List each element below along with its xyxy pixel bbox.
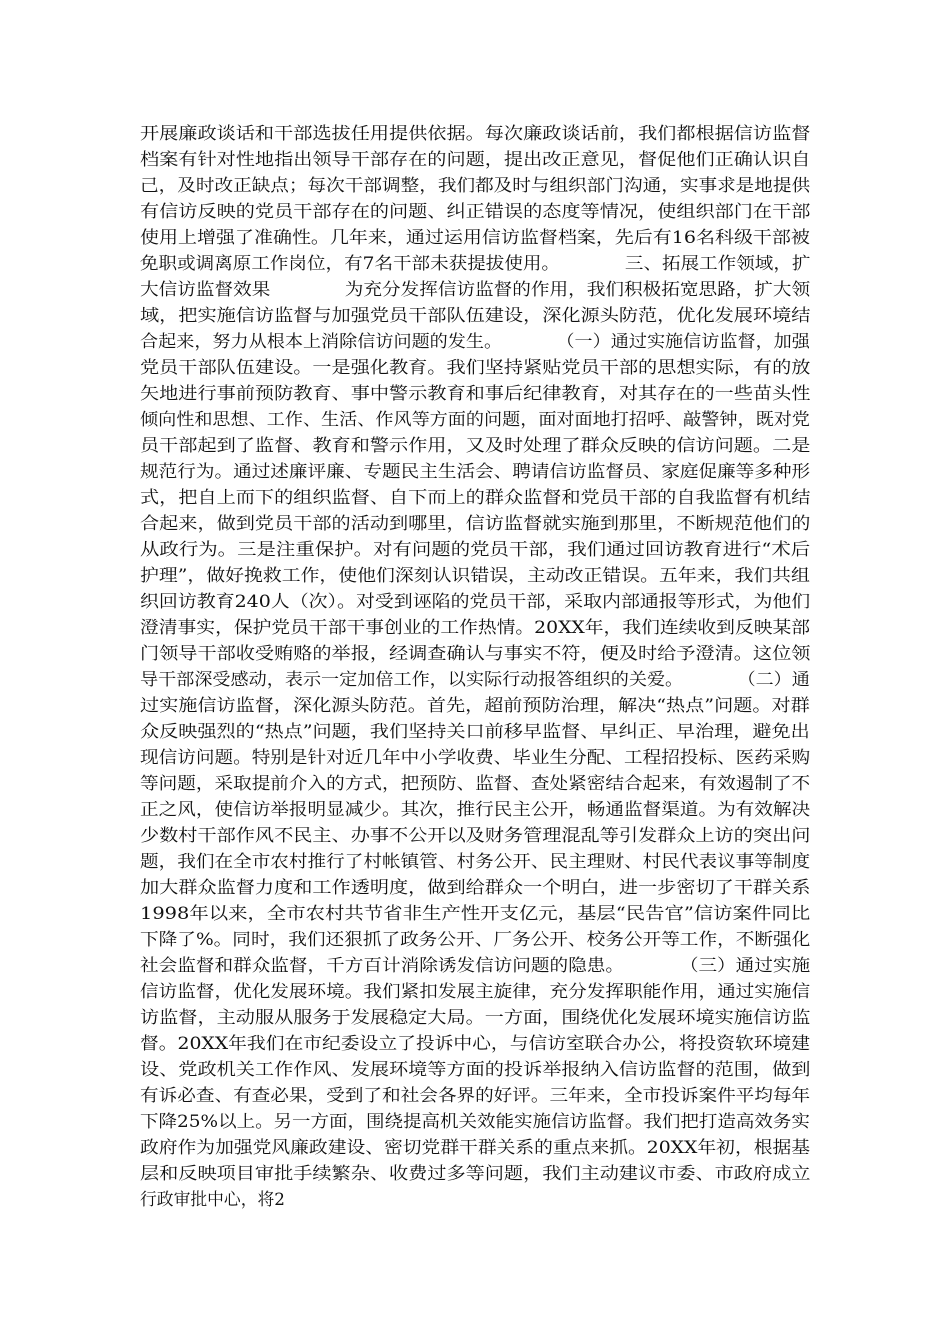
text-line: 下降25%以上。另一方面，围绕提高机关效能实施信访监督。我们把打造高效务实: [140, 1111, 810, 1131]
text-line: 大信访监督效果 为充分发挥信访监督的作用，我们积极拓宽思路，扩大领: [140, 279, 810, 299]
text-line: 行政审批中心，将2: [140, 1189, 285, 1209]
text-line: 有诉必查、有查必果，受到了和社会各界的好评。三年来，全市投诉案件平均每年: [140, 1085, 810, 1105]
text-line: 党员干部队伍建设。一是强化教育。我们坚持紧贴党员干部的思想实际，有的放: [140, 357, 810, 377]
text-line: 督。20XX年我们在市纪委设立了投诉中心，与信访室联合办公，将投资软环境建: [140, 1033, 810, 1053]
text-line: 少数村干部作风不民主、办事不公开以及财务管理混乱等引发群众上访的突出问: [140, 825, 810, 845]
text-line: 开展廉政谈话和干部选拔任用提供依据。每次廉政谈话前，我们都根据信访监督: [140, 123, 810, 143]
text-line: 域，把实施信访监督与加强党员干部队伍建设，深化源头防范，优化发展环境结: [140, 305, 810, 325]
text-line: 从政行为。三是注重保护。对有问题的党员干部，我们通过回访教育进行“术后: [140, 539, 810, 559]
text-line: 政府作为加强党风廉政建设、密切党群干群关系的重点来抓。20XX年初，根据基: [140, 1137, 810, 1157]
text-line: 档案有针对性地指出领导干部存在的问题，提出改正意见，督促他们正确认识自: [140, 149, 810, 169]
text-line: 合起来，努力从根本上消除信访问题的发生。 （一）通过实施信访监督，加强: [140, 331, 810, 351]
text-line: 矢地进行事前预防教育、事中警示教育和事后纪律教育，对其存在的一些苗头性: [140, 383, 810, 403]
text-line: 织回访教育240人（次）。对受到诬陷的党员干部，采取内部通报等形式，为他们: [140, 591, 810, 611]
text-line: 题，我们在全市农村推行了村帐镇管、村务公开、民主理财、村民代表议事等制度: [140, 851, 810, 871]
text-line: 使用上增强了准确性。几年来，通过运用信访监督档案，先后有16名科级干部被: [140, 227, 810, 247]
text-line: 门领导干部收受贿赂的举报，经调查确认与事实不符，便及时给予澄清。这位领: [140, 643, 810, 663]
text-line: 等问题，采取提前介入的方式，把预防、监督、查处紧密结合起来，有效遏制了不: [140, 773, 810, 793]
text-line: 正之风，使信访举报明显减少。其次，推行民主公开，畅通监督渠道。为有效解决: [140, 799, 810, 819]
text-line: 规范行为。通过述廉评廉、专题民主生活会、聘请信访监督员、家庭促廉等多种形: [140, 461, 810, 481]
text-line: 式，把自上而下的组织监督、自下而上的群众监督和党员干部的自我监督有机结: [140, 487, 810, 507]
text-line: 1998年以来，全市农村共节省非生产性开支亿元，基层“民告官”信访案件同比: [140, 903, 810, 923]
text-line: 合起来，做到党员干部的活动到哪里，信访监督就实施到那里，不断规范他们的: [140, 513, 810, 533]
text-line: 倾向性和思想、工作、生活、作风等方面的问题，面对面地打招呼、敲警钟，既对党: [140, 409, 810, 429]
text-line: 导干部深受感动，表示一定加倍工作，以实际行动报答组织的关爱。 （二）通: [140, 669, 810, 689]
text-line: 过实施信访监督，深化源头防范。首先，超前预防治理，解决“热点”问题。对群: [140, 695, 810, 715]
document-page: [140, 120, 810, 1220]
text-line: 社会监督和群众监督，千方百计消除诱发信访问题的隐患。 （三）通过实施: [140, 955, 810, 975]
text-line: 护理”，做好挽救工作，使他们深刻认识错误，主动改正错误。五年来，我们共组: [140, 565, 810, 585]
text-line: 层和反映项目审批手续繁杂、收费过多等问题，我们主动建议市委、市政府成立: [140, 1163, 810, 1183]
text-line: 现信访问题。特别是针对近几年中小学收费、毕业生分配、工程招投标、医药采购: [140, 747, 810, 767]
text-line: 有信访反映的党员干部存在的问题、纠正错误的态度等情况，使组织部门在干部: [140, 201, 810, 221]
text-line: 免职或调离原工作岗位，有7名干部未获提拔使用。 三、拓展工作领域，扩: [140, 253, 810, 273]
text-line: 众反映强烈的“热点”问题，我们坚持关口前移早监督、早纠正、早治理，避免出: [140, 721, 810, 741]
text-line: 己，及时改正缺点；每次干部调整，我们都及时与组织部门沟通，实事求是地提供: [140, 175, 810, 195]
text-line: 访监督，主动服从服务于发展稳定大局。一方面，围绕优化发展环境实施信访监: [140, 1007, 810, 1027]
text-line: 设、党政机关工作作风、发展环境等方面的投诉举报纳入信访监督的范围，做到: [140, 1059, 810, 1079]
text-line: 下降了%。同时，我们还狠抓了政务公开、厂务公开、校务公开等工作，不断强化: [140, 929, 810, 949]
text-line: 信访监督，优化发展环境。我们紧扣发展主旋律，充分发挥职能作用，通过实施信: [140, 981, 810, 1001]
text-line: 澄清事实，保护党员干部干事创业的工作热情。20XX年，我们连续收到反映某部: [140, 617, 810, 637]
text-line: 员干部起到了监督、教育和警示作用，又及时处理了群众反映的信访问题。二是: [140, 435, 810, 455]
text-line: 加大群众监督力度和工作透明度，做到给群众一个明白，进一步密切了干群关系: [140, 877, 810, 897]
